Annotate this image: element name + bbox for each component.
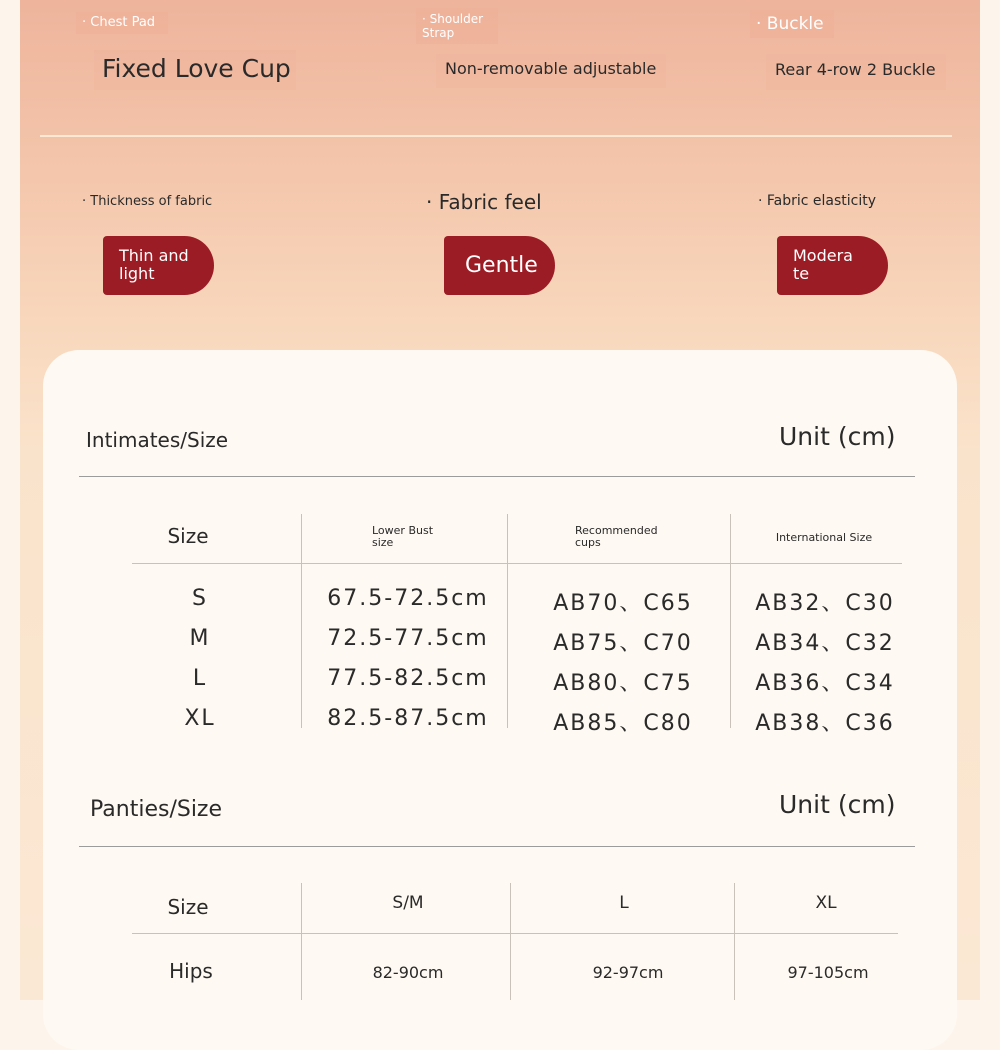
buckle-value: Rear 4-row 2 Buckle — [775, 60, 936, 79]
shoulder-strap-value-box — [436, 54, 666, 88]
international-cell: AB36、C34 — [755, 671, 895, 696]
international-cell: AB32、C30 — [755, 591, 895, 616]
fabric-feel-value: Gentle — [465, 253, 538, 278]
size-cell: XL — [184, 706, 216, 731]
intimates-header-lower-bust: Lower Bust size — [372, 524, 434, 549]
fabric-feel-label: · Fabric feel — [426, 190, 542, 214]
cups-cell: AB80、C75 — [553, 671, 693, 696]
intimates-title: Intimates/Size — [86, 428, 229, 452]
intimates-col-divider-2 — [507, 514, 508, 728]
fabric-feel-value-pill — [444, 236, 555, 295]
buckle-label: · Buckle — [750, 10, 834, 38]
lower-bust-cell: 67.5-72.5cm — [327, 586, 489, 611]
panties-unit: Unit (cm) — [779, 790, 896, 819]
hips-l-cell: 92-97cm — [592, 963, 664, 982]
hips-label-cell: Hips — [169, 959, 213, 983]
panties-header-sm: S/M — [392, 893, 424, 913]
chest-pad-label: · Chest Pad — [76, 12, 168, 34]
international-cell: AB34、C32 — [755, 631, 895, 656]
lower-bust-cell: 82.5-87.5cm — [327, 706, 489, 731]
chest-pad-value-box — [94, 50, 296, 90]
intimates-header-size: Size — [167, 524, 209, 548]
thickness-value: Thin and light — [119, 246, 189, 283]
lower-bust-cell: 77.5-82.5cm — [327, 666, 489, 691]
panties-col-divider-1 — [301, 883, 302, 1000]
fabric-elasticity-label: · Fabric elasticity — [758, 193, 877, 209]
thickness-label: · Thickness of fabric — [82, 194, 213, 209]
hips-sm-cell: 82-90cm — [372, 963, 444, 982]
intimates-header-rule — [132, 563, 902, 564]
feature-divider — [40, 135, 952, 137]
lower-bust-cell: 72.5-77.5cm — [327, 626, 489, 651]
size-cell: S — [192, 586, 208, 611]
panties-header-rule — [132, 933, 898, 934]
panties-col-divider-2 — [510, 883, 511, 1000]
size-card — [43, 350, 957, 1050]
intimates-title-rule — [79, 476, 915, 477]
panties-header-xl: XL — [815, 893, 837, 913]
fabric-elasticity-value-pill — [777, 236, 888, 295]
hips-xl-cell: 97-105cm — [787, 963, 869, 982]
cups-cell: AB85、C80 — [553, 711, 693, 736]
cups-cell: AB70、C65 — [553, 591, 693, 616]
size-cell: M — [189, 626, 211, 651]
intimates-header-international: International Size — [775, 531, 873, 544]
intimates-header-cups: Recommended cups — [575, 524, 658, 549]
international-cell: AB38、C36 — [755, 711, 895, 736]
intimates-unit: Unit (cm) — [779, 422, 896, 451]
panties-title-rule — [79, 846, 915, 847]
shoulder-strap-value: Non-removable adjustable — [445, 59, 657, 78]
intimates-col-divider-1 — [301, 514, 302, 728]
panties-title: Panties/Size — [90, 797, 223, 822]
cups-cell: AB75、C70 — [553, 631, 693, 656]
thickness-value-pill — [103, 236, 214, 295]
fabric-elasticity-value: Moderate — [793, 246, 853, 283]
shoulder-strap-label: · Shoulder Strap — [416, 8, 498, 44]
chest-pad-value: Fixed Love Cup — [102, 54, 291, 83]
size-cell: L — [192, 666, 208, 691]
panties-header-l: L — [619, 893, 629, 913]
buckle-value-box — [766, 54, 946, 90]
panties-header-size: Size — [167, 895, 209, 919]
